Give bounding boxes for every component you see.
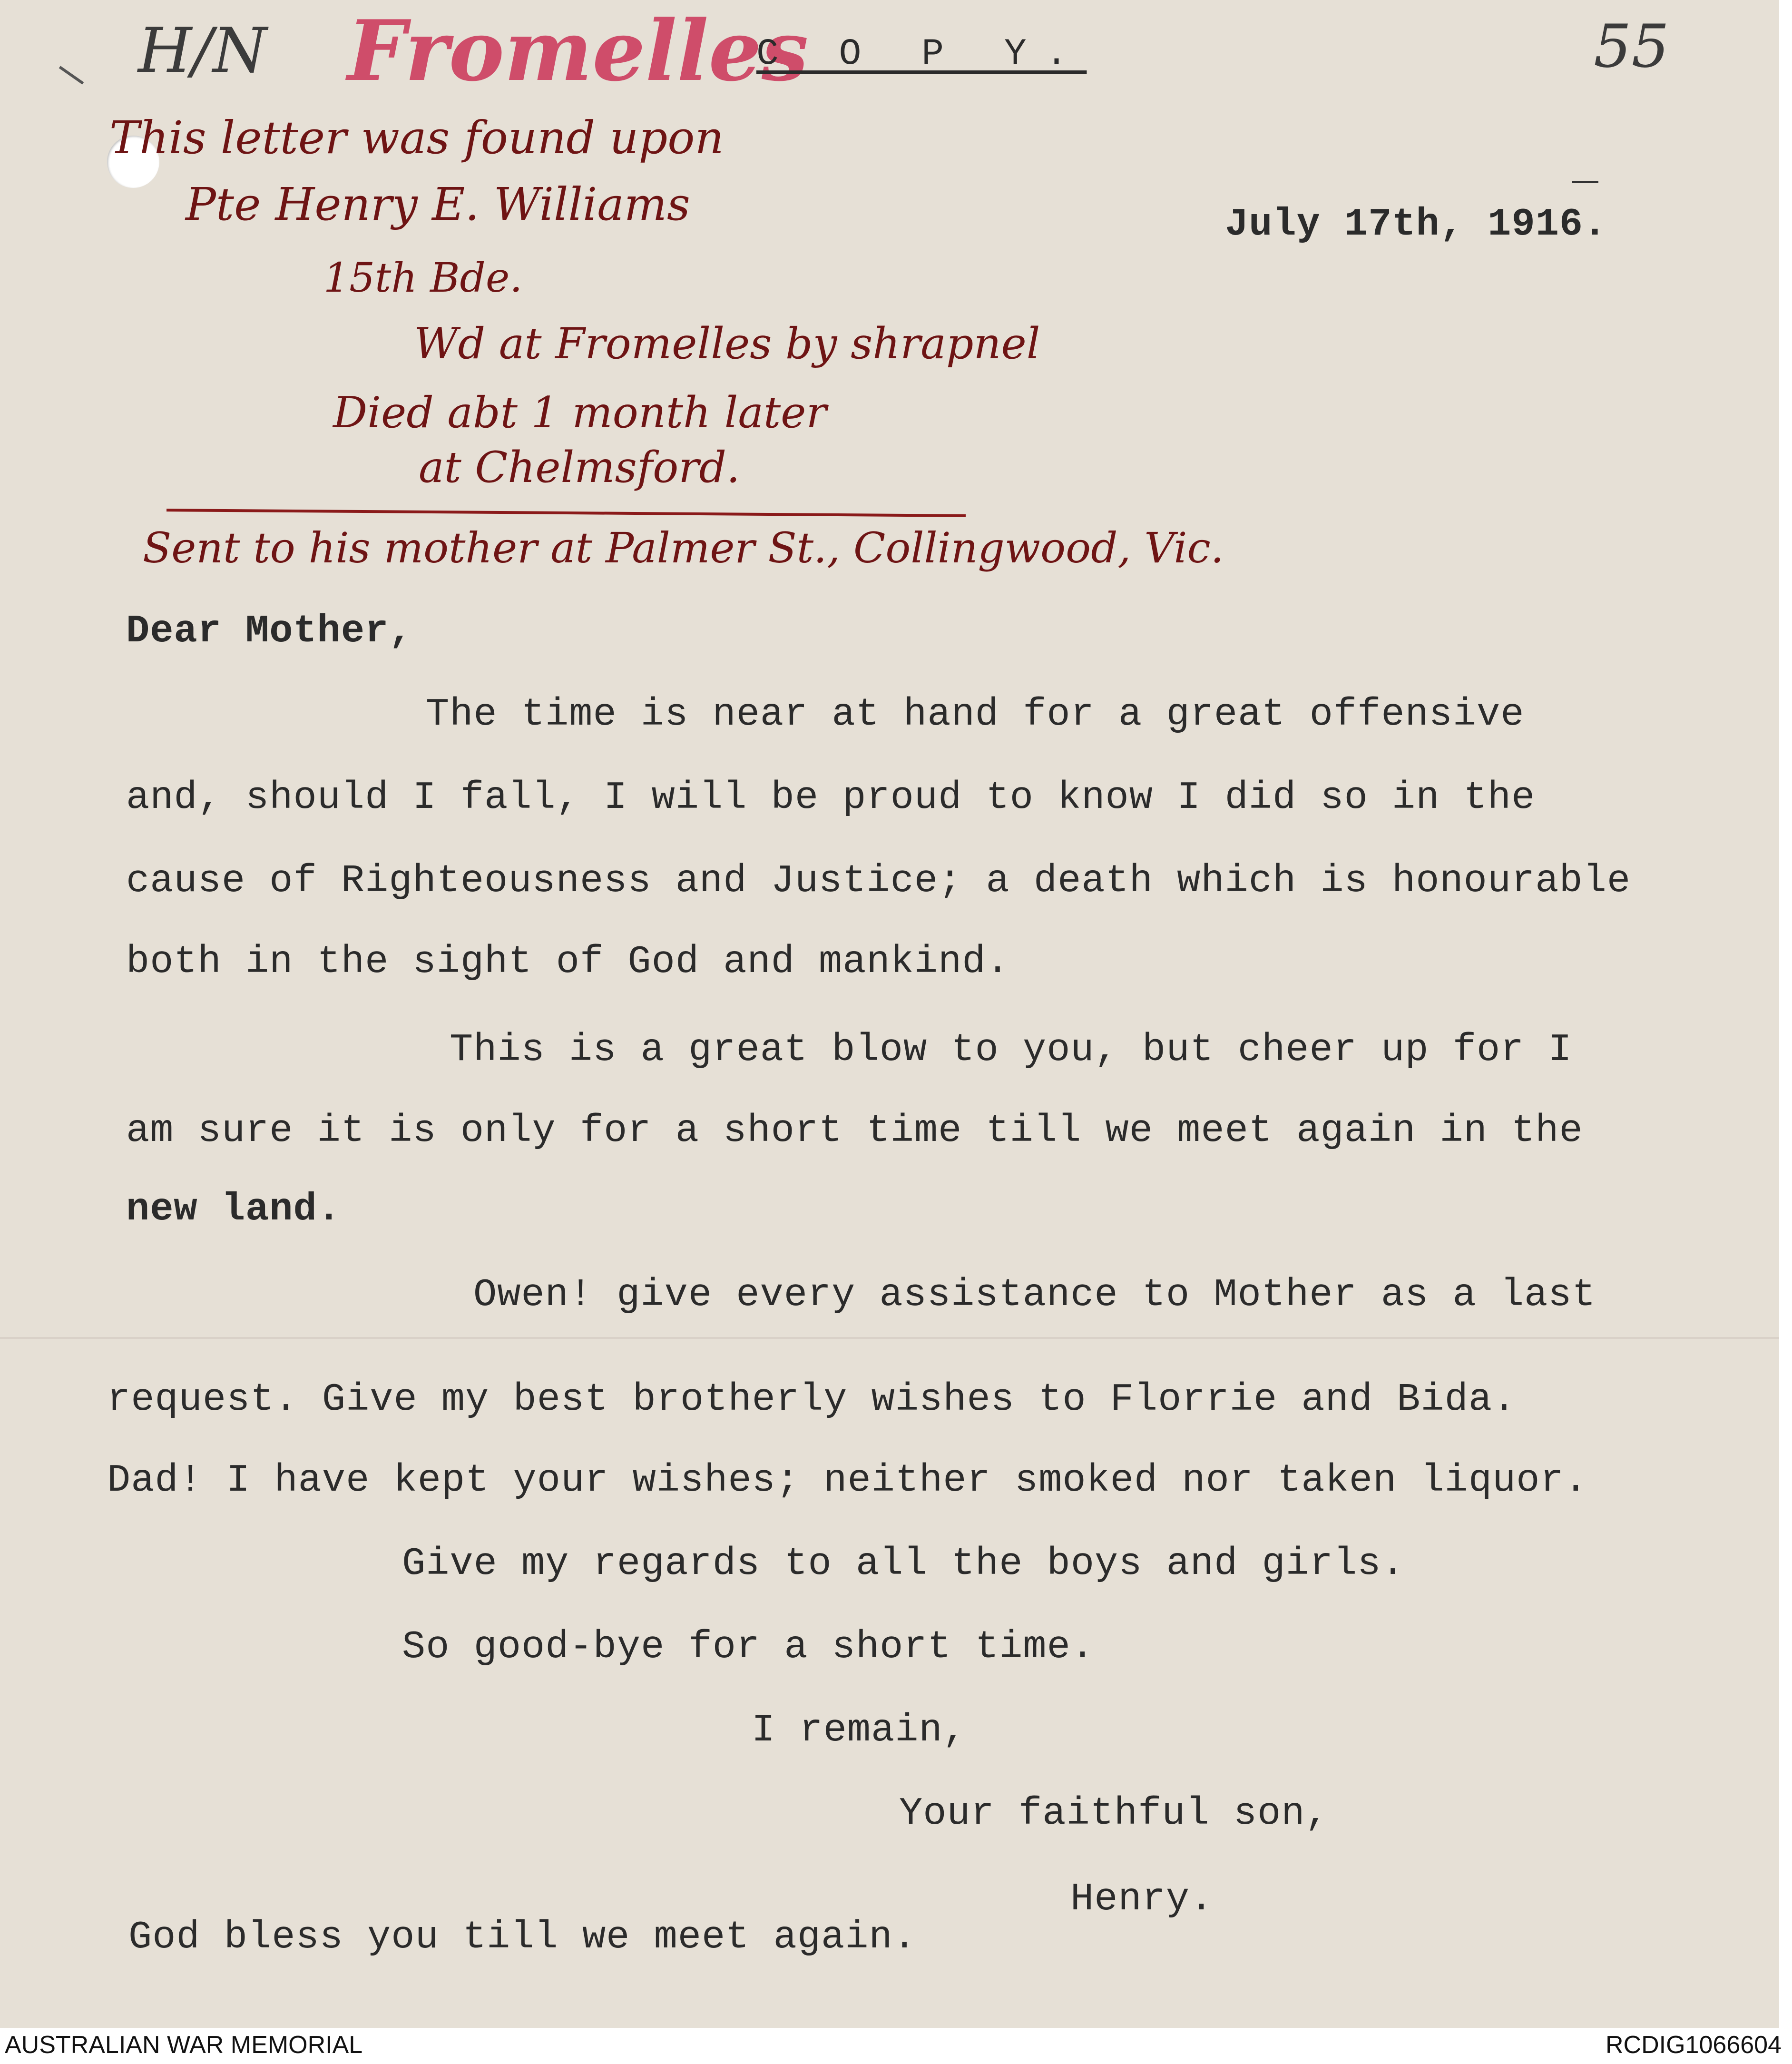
body-line-11: Give my regards to all the boys and girls. <box>402 1542 1405 1586</box>
page-number: 55 <box>1594 12 1670 81</box>
sent-to-note: Sent to his mother at Palmer St., Collingwood, Vic. <box>143 523 1224 572</box>
body-line-6: am sure it is only for a short time till we meet again in the <box>126 1109 1583 1153</box>
note-line-3: 15th Bde. <box>323 255 523 302</box>
body-line-5: This is a great blow to you, but cheer up for I <box>450 1028 1572 1072</box>
note-line-2: Pte Henry E. Williams <box>186 178 690 231</box>
body-line-3: cause of Righteousness and Justice; a death which is honourable <box>126 859 1631 903</box>
body-line-1: The time is near at hand for a great offensive <box>426 692 1525 737</box>
body-line-7: new land. <box>126 1187 341 1231</box>
body-line-8: Owen! give every assistance to Mother as a last <box>473 1273 1596 1317</box>
note-line-5: Died abt 1 month later <box>333 388 827 438</box>
footer-left: AUSTRALIAN WAR MEMORIAL <box>5 2031 363 2059</box>
copy-label: C O P Y. <box>756 33 1087 75</box>
letter-date: July 17th, 1916. <box>1225 202 1607 246</box>
note-line-6: at Chelmsford. <box>419 442 740 492</box>
body-line-9: request. Give my best brotherly wishes to Florrie and Bida. <box>107 1377 1517 1422</box>
body-line-10: Dad! I have kept your wishes; neither smoked nor taken liquor. <box>107 1458 1588 1503</box>
hn-annotation: H/N <box>138 14 267 87</box>
note-line-4: Wd at Fromelles by shrapnel <box>414 319 1040 369</box>
dash-mark <box>1572 181 1598 183</box>
body-line-12: So good-bye for a short time. <box>402 1625 1095 1669</box>
note-line-1: This letter was found upon <box>109 112 724 164</box>
footer-right: RCDIG1066604 <box>1606 2031 1782 2059</box>
pencil-tick <box>59 66 84 84</box>
separator-line <box>166 509 966 517</box>
closing: I remain, <box>752 1708 967 1752</box>
fold-crease <box>0 1337 1779 1339</box>
fromelles-annotation: Fromelles <box>347 2 809 100</box>
signature: Henry. <box>1070 1877 1214 1921</box>
salutation: Dear Mother, <box>126 609 413 653</box>
closing-phrase: Your faithful son, <box>899 1791 1329 1836</box>
body-line-2: and, should I fall, I will be proud to know I did so in the <box>126 776 1536 820</box>
body-line-4: both in the sight of God and mankind. <box>126 940 1010 984</box>
postscript: God bless you till we meet again. <box>128 1915 917 1959</box>
